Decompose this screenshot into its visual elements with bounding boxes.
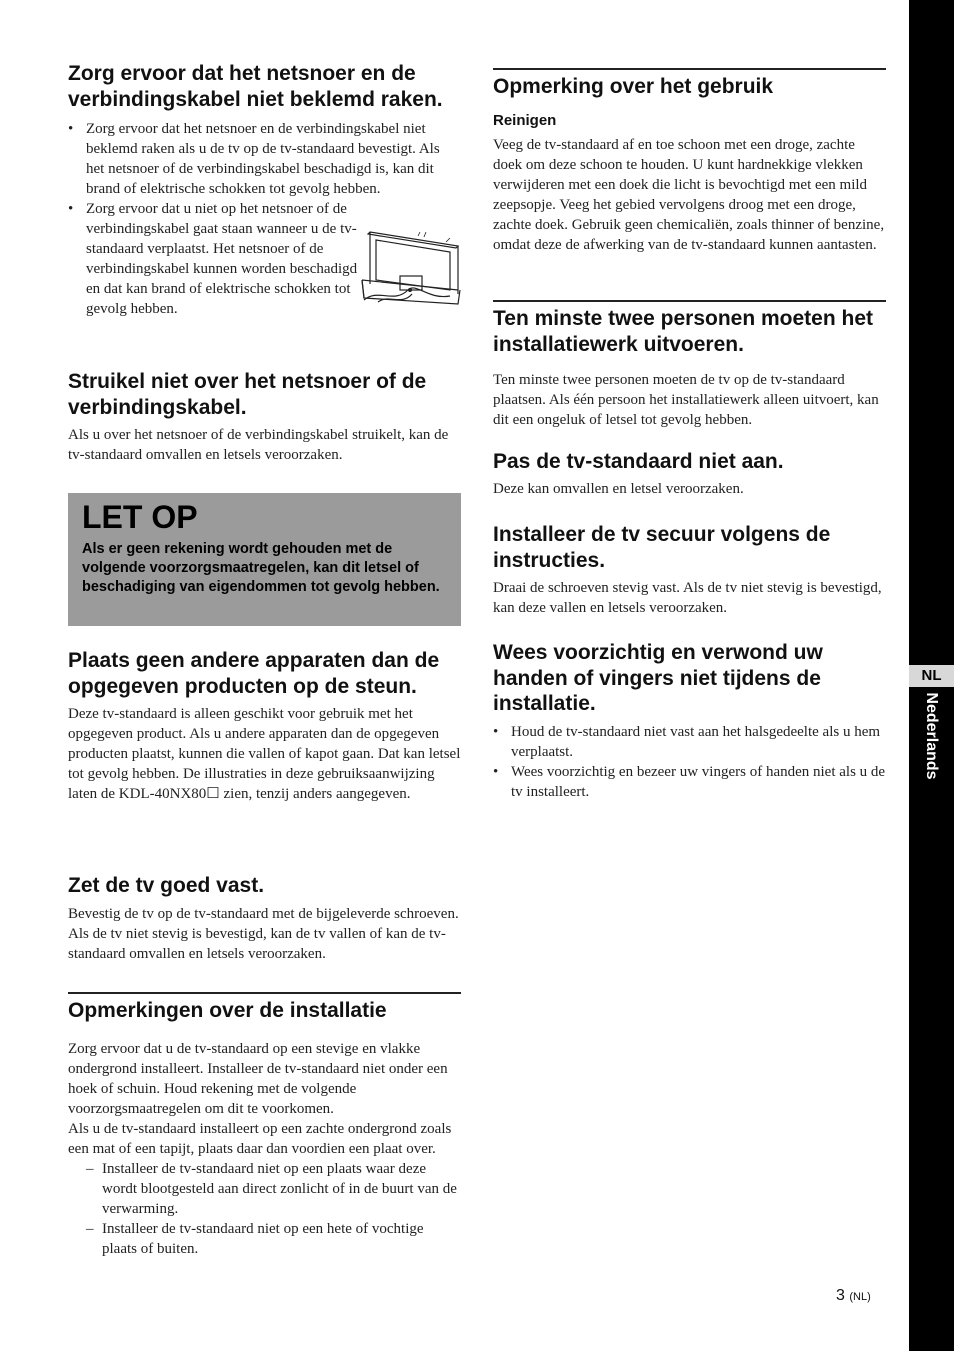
language-label: Nederlands	[923, 692, 940, 780]
caution-title: LET OP	[82, 499, 198, 535]
section-body: Deze tv-standaard is alleen geschikt voor gebruik met het opgegeven product. Als u andere apparaten dan de opgegeven producten plaatst, kunnen die vallen of kapot gaan. Dat kan letsel tot gevolg hebben. De illustraties in deze gebruiksaanwijzing laten de KDL-40NX80☐ zien, tenzij anders aangegeven.	[68, 706, 461, 802]
section-heading: Zet de tv goed vast.	[68, 874, 265, 897]
caution-text: Als er geen rekening wordt gehouden met de volgende voorzorgsmaatregelen, kan dit letsel of beschadiging van eigendommen tot gevolg hebben.	[82, 541, 440, 595]
dash-list	[68, 1159, 461, 1259]
section-body: Veeg de tv-standaard af en toe schoon met een droge, zachte doek om deze schoon te houden. U kunt hardnekkige vlekken verwijderen met een doek die licht is bevochtigd met een mild zeepsopje. Veeg het gebied vervolgens droog met een droge, zachte doek. Gebruik geen chemicaliën, zoals thinner of benzine, omdat deze de afwerking van de tv-standaard kunnen aantasten.	[493, 136, 885, 253]
section-installation	[68, 992, 461, 1259]
section-no-modify	[493, 449, 886, 499]
section-heading: Ten minste twee personen moeten het installatiewerk uitvoeren.	[493, 307, 874, 356]
section-careful-hands	[493, 640, 886, 802]
list-item: – Installeer de tv-standaard niet op een hete of vochtige plaats of buiten.	[102, 1219, 461, 1259]
section-body: Deze kan omvallen en letsel veroorzaken.	[493, 480, 744, 497]
subheading-cleaning: Reinigen	[493, 111, 557, 129]
section-usage	[493, 68, 886, 255]
section-other-devices	[68, 648, 461, 804]
section-install-secure	[493, 522, 886, 618]
section-fix-tv	[68, 873, 461, 964]
page-number-suffix: (NL)	[849, 1291, 871, 1303]
section-trip	[68, 369, 461, 465]
section-body: Draai de schroeven stevig vast. Als de tv niet stevig is bevestigd, kan deze vallen en letsels veroorzaken.	[493, 580, 882, 616]
section-heading: Wees voorzichtig en verwond uw handen of vingers niet tijdens de installatie.	[493, 641, 823, 715]
section-heading: Zorg ervoor dat het netsnoer en de verbindingskabel niet beklemd raken.	[68, 62, 443, 111]
list-item: • Wees voorzichtig en bezeer uw vingers of handen niet als u de tv installeert.	[493, 762, 886, 802]
caution-box	[68, 493, 461, 626]
section-body: Bevestig de tv op de tv-standaard met de bijgeleverde schroeven. Als de tv niet stevig is bevestigd, kan de tv vallen of kan de tv-standaard omvallen en letsels veroorzaken.	[68, 905, 459, 962]
section-body: Als u over het netsnoer of de verbindingskabel struikelt, kan de tv-standaard omvallen en letsels veroorzaken.	[68, 427, 449, 463]
bullet-list	[493, 722, 886, 802]
list-item: • Zorg ervoor dat u niet op het netsnoer of de verbindingskabel gaat staan wanneer u de tv-standaard verplaatst. Het netsnoer of de verbindingskabel kunnen worden beschadigd en dat kan brand of elektrische schokken tot gevolg hebben.	[68, 199, 358, 319]
list-item: • Zorg ervoor dat het netsnoer en de verbindingskabel niet beklemd raken als u de tv op de tv-standaard bevestigt. Als het netsnoer of de verbindingskabel beschadigd is, kan dit brand of elektrische schokken tot gevolg hebben.	[68, 119, 461, 199]
tv-stand-cable-illustration	[358, 228, 462, 308]
section-heading: Pas de tv-standaard niet aan.	[493, 450, 784, 473]
language-code-tab: NL	[909, 665, 954, 687]
section-body: Als u de tv-standaard installeert op een zachte ondergrond zoals een mat of een tapijt, plaats daar dan voordien een plaat over.	[68, 1120, 452, 1157]
list-item: – Installeer de tv-standaard niet op een plaats waar deze wordt blootgesteld aan direct zonlicht of in de buurt van de verwarming.	[102, 1159, 461, 1219]
section-body: Zorg ervoor dat u de tv-standaard op een stevige en vlakke ondergrond installeert. Installeer de tv-standaard niet onder een hoek of schuin. Houd rekening met de volgende voorzorgsmaatregelen om dit te voorkomen.	[68, 1040, 448, 1117]
section-two-persons	[493, 300, 886, 430]
page-number	[836, 1287, 896, 1305]
section-heading: Plaats geen andere apparaten dan de opgegeven producten op de steun.	[68, 649, 440, 698]
section-heading: Opmerking over het gebruik	[493, 75, 774, 98]
list-item: • Houd de tv-standaard niet vast aan het halsgedeelte als u hem verplaatst.	[493, 722, 886, 762]
section-body: Ten minste twee personen moeten de tv op de tv-standaard plaatsen. Als één persoon het installatiewerk alleen uitvoert, kan dit een ongeluk of letsel tot gevolg hebben.	[493, 372, 879, 428]
section-heading: Installeer de tv secuur volgens de instructies.	[493, 523, 831, 572]
page-number-value: 3	[836, 1287, 845, 1304]
section-heading: Struikel niet over het netsnoer of de verbindingskabel.	[68, 370, 427, 419]
section-heading: Opmerkingen over de installatie	[68, 999, 387, 1022]
